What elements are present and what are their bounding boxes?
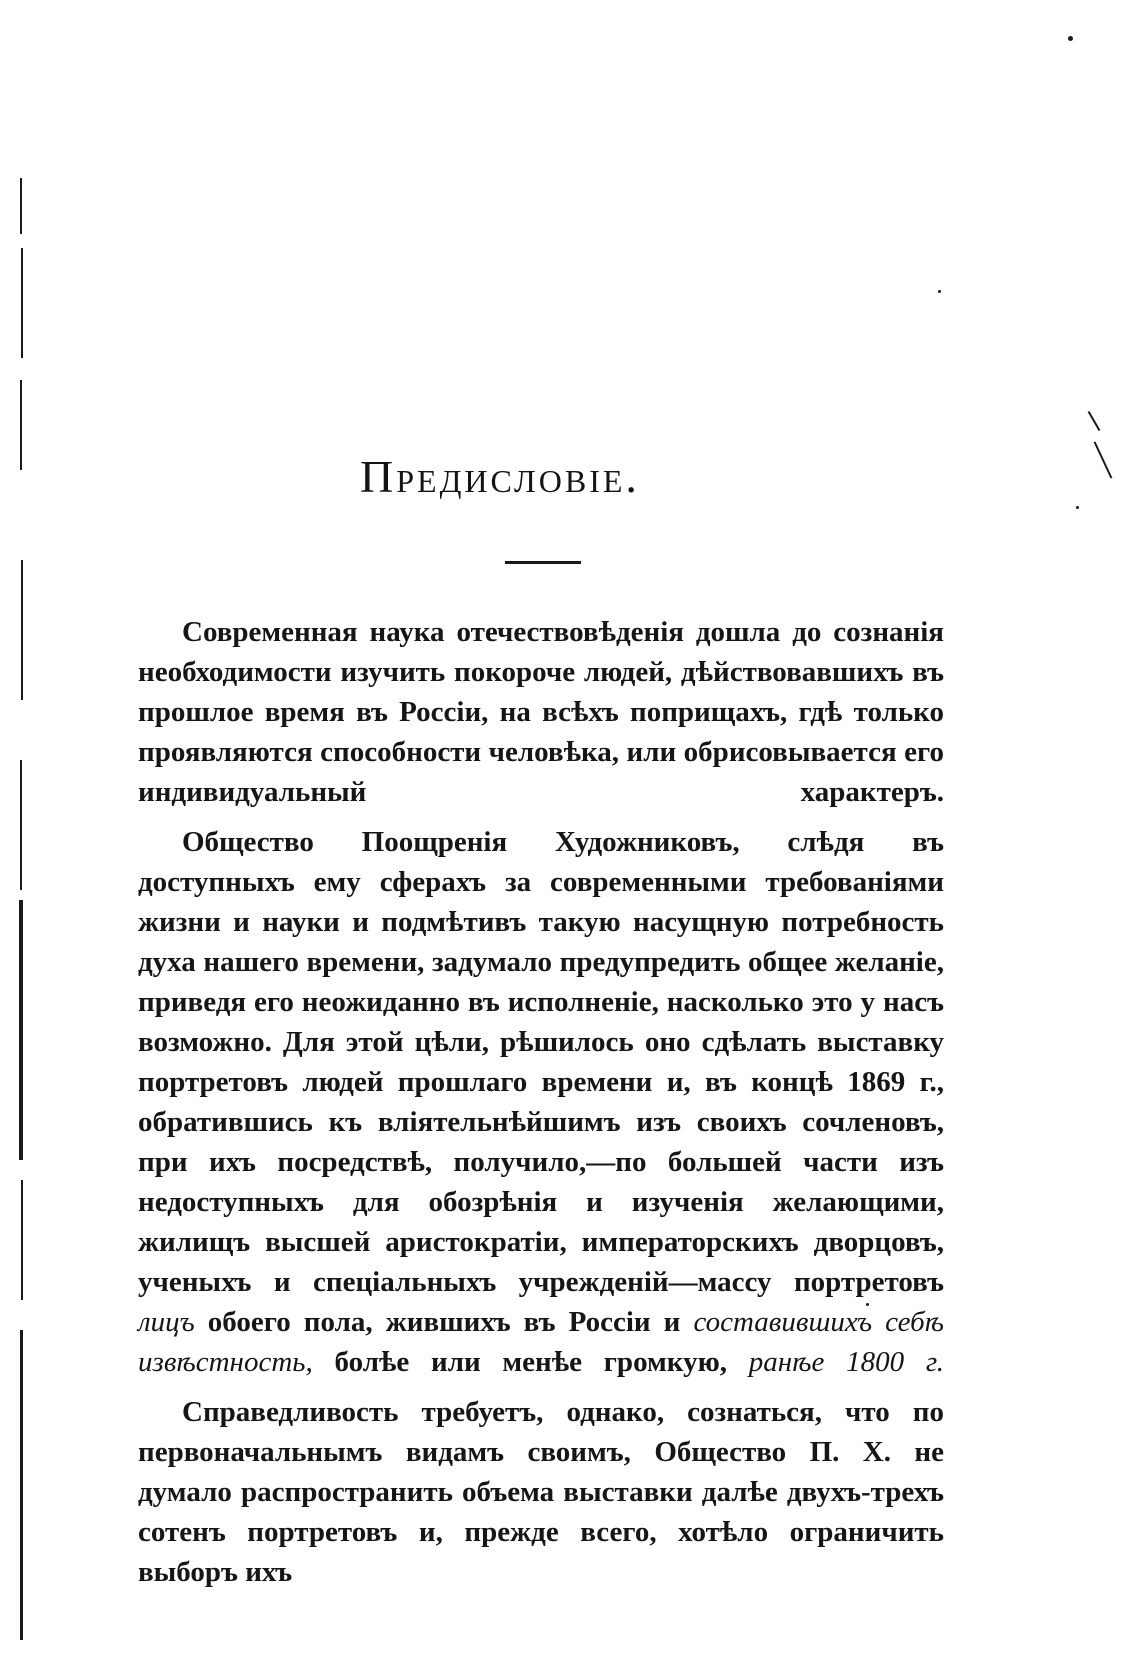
paragraph-3-text: Справедливость требуетъ, однако, сознаться, что по первоначальнымъ видамъ своимъ, Общество П. Х. не думало распространить объема выставки далѣе двухъ-трехъ сотенъ портретовъ и, прежде всего, хотѣло ограничить выборъ ихъ	[138, 1396, 944, 1588]
left-margin-rule-3	[20, 380, 22, 470]
paragraph-2-italic-persons: лицъ	[138, 1306, 195, 1338]
left-margin-rule-8	[20, 1330, 23, 1640]
body-text	[138, 612, 944, 1602]
left-margin-rule-7	[21, 1180, 23, 1300]
paragraph-2	[138, 822, 944, 1382]
paragraph-2-middle: обоего пола, жившихъ въ Россіи и	[207, 1306, 681, 1338]
scan-speck-1	[1068, 36, 1073, 41]
left-margin-rule-4	[21, 560, 23, 700]
scan-speck-3	[1076, 506, 1079, 509]
left-margin-rule-5	[20, 760, 22, 890]
right-edge-mark-1	[1088, 411, 1101, 431]
left-margin-rule-6	[19, 900, 23, 1160]
paragraph-1	[138, 612, 944, 812]
paragraph-2-after: болѣе или менѣе громкую,	[334, 1346, 727, 1378]
scan-speck-2	[938, 290, 941, 293]
paragraph-1-text: Современная наука отечествовѣденія дошла до сознанія необходимости изучить покороче людей, дѣйствовавшихъ въ прошлое время въ Россіи, на всѣхъ поприщахъ, гдѣ только проявляются способности человѣка, или обрисовывается его индивидуальный характеръ.	[138, 616, 944, 808]
paragraph-3	[138, 1392, 944, 1592]
right-edge-mark-2	[1094, 441, 1113, 478]
paragraph-2-italic-fame: составившихъ себѣ извѣстность,	[138, 1306, 945, 1378]
left-margin-rule-2	[21, 248, 23, 358]
page-title: Предисловіе.	[360, 451, 640, 502]
left-margin-rule-1	[20, 178, 22, 234]
paragraph-2-before: Общество Поощренія Художниковъ, слѣдя въ доступныхъ ему сферахъ за современными требованіями жизни и науки и подмѣтивъ такую насущную потребность духа нашего времени, задумало предупредить общее желаніе, приведя его неожиданно въ исполненіе, насколько это у насъ возможно. Для этой цѣли, рѣшилось оно сдѣлать выставку портретовъ людей прошлаго времени и, въ концѣ 1869 г., обратившись къ вліятельнѣйшимъ изъ своихъ сочленовъ, при ихъ посредствѣ, получило,—по большей части изъ недоступныхъ для обозрѣнія и изученія желающими, жилищъ высшей аристократіи, императорскихъ дворцовъ, ученыхъ и спеціальныхъ учрежденій—массу портретовъ	[138, 826, 944, 1298]
paragraph-2-italic-date: ранѣе 1800 г.	[748, 1346, 944, 1378]
title-underline-rule	[505, 561, 581, 564]
